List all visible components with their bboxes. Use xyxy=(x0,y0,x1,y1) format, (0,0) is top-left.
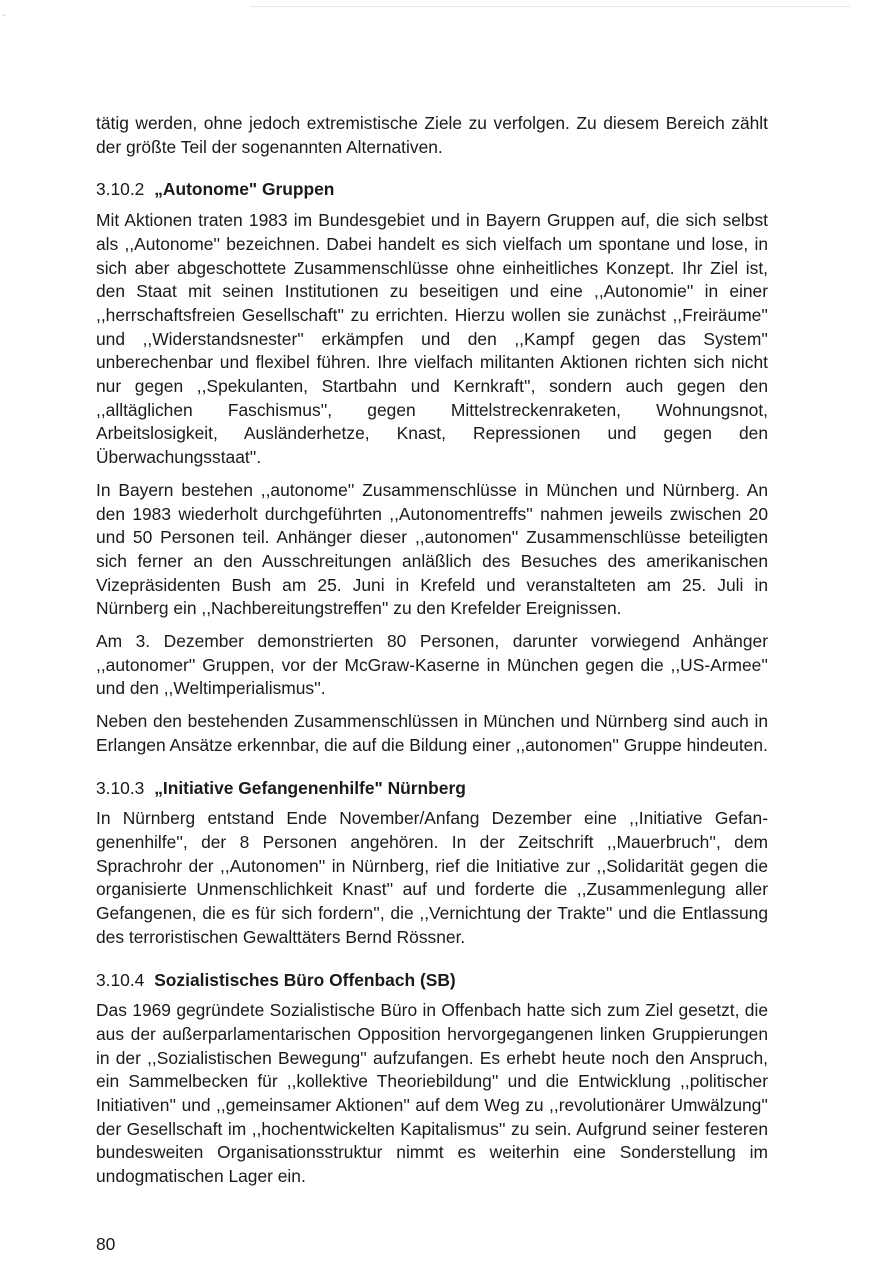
section-heading xyxy=(96,178,768,202)
body-paragraph: Neben den bestehenden Zusammenschlüssen in München und Nürnberg sind auch in Erlangen Ansätze erkennbar, die auf die Bildung einer ,,autonomen'' Gruppe hindeuten. xyxy=(96,711,768,755)
page-number: 80 xyxy=(96,1234,116,1254)
body-paragraph: Mit Aktionen traten 1983 im Bundesgebiet und in Bayern Gruppen auf, die sich selbst als ,,Autonome'' bezeichnen. Dabei handelt es sich vielfach um spontane und lose, in sich aber abgeschottete Zusammenschlüsse ohne einheitliches Konzept. Ihr Ziel ist, den Staat mit seinen Institutionen zu beseitigen und eine ,,Autonomie'' in einer ,,herrschaftsfreien Gesellschaft'' zu errichten. Hierzu wollen sie zunächst ,,Freiräume'' und ,,Widerstandsnester'' erkämpfen und den ,,Kampf gegen das System'' unberechenbar und flexibel führen. Ihre vielfach militanten Aktionen richten sich nicht nur gegen ,,Spekulanten, Startbahn und Kernkraft'', sondern auch gegen den ,,alltäglichen Faschismus'', gegen Mittelstreckenraketen, Wohnungsnot, Arbeitslosigkeit, Ausländerhetze, Knast, Repressionen und gegen den Überwachungsstaat''. xyxy=(96,210,768,468)
body-paragraph: In Bayern bestehen ,,autonome'' Zusammenschlüsse in München und Nürnberg. An den 1983 wiederholt durchgeführten ,,Autonomentreffs'' nahmen jeweils zwischen 20 und 50 Personen teil. Anhänger dieser ,,autonomen'' Zusammenschlüsse beteiligten sich ferner an den Ausschreitungen anläßlich des Besuches des amerikanischen Vizepräsidenten Bush am 25. Juni in Krefeld und veranstalteten am 25. Juli in Nürnberg ein ,,Nachbereitungstreffen'' zu den Krefelder Ereignissen. xyxy=(96,479,768,619)
body-paragraph: Das 1969 gegründete Sozialistische Büro in Offenbach hatte sich zum Ziel gesetzt, die aus der außerparlamentarischen Opposition hervorgegangenen linken Gruppierungen in der ,,Sozialistischen Bewegung'' aufzufangen. Es erhebt heute noch den Anspruch, ein Sammelbecken für ,,kollektive Theoriebildung'' und die Entwicklung ,,politischer Initiativen'' und ,,gemeinsamer Aktionen'' auf dem Weg zu ,,revolutionärer Umwälzung'' der Gesellschaft im ,,hochentwickelten Kapitalismus'' zu sein. Aufgrund seiner festeren bundesweiten Organisationsstruktur nimmt es weiterhin eine Sonderstellung im undogmatischen Lager ein. xyxy=(96,1000,768,1187)
section-3-10-2 xyxy=(96,178,768,757)
body-paragraph: Am 3. Dezember demonstrierten 80 Personen, darunter vorwiegend Anhänger ,,autonomer'' Gruppen, vor der McGraw-Kaserne in München gegen die ,,US-Armee'' und den ,,Weltimperialismus''. xyxy=(96,631,768,699)
section-number: 3.10.3 xyxy=(96,777,145,798)
scan-corner-mark: ˇ xyxy=(2,14,6,25)
section-3-10-3 xyxy=(96,777,768,950)
section-title: „Initiative Gefangenenhilfe" Nürnberg xyxy=(154,777,466,798)
section-heading xyxy=(96,969,768,993)
intro-paragraph: tätig werden, ohne jedoch extremistische Ziele zu verfolgen. Zu diesem Bereich zählt der größte Teil der sogenannten Alternativen. xyxy=(96,113,768,157)
section-number: 3.10.2 xyxy=(96,179,145,200)
section-title: Sozialistisches Büro Offenbach (SB) xyxy=(154,969,456,990)
section-title: „Autonome" Gruppen xyxy=(154,179,335,200)
scan-top-edge xyxy=(250,6,850,7)
document-page xyxy=(96,112,768,1198)
section-3-10-4 xyxy=(96,969,768,1189)
body-paragraph: In Nürnberg entstand Ende November/Anfang Dezember eine ,,Initiative Gefangenenhilfe'', der 8 Personen angehören. In der Zeitschrift ,,Mauerbruch'', dem Sprachrohr der ,,Autonomen'' in Nürnberg, rief die Initiative zur ,,Solidarität gegen die organisierte Unmenschlichkeit Knast'' auf und forderte die ,,Zusammenlegung aller Gefangenen, die es für sich fordern'', die ,,Vernichtung der Trakte'' und die Entlassung des terroristischen Gewalttäters Bernd Rössner. xyxy=(96,808,768,947)
section-heading xyxy=(96,777,768,801)
section-number: 3.10.4 xyxy=(96,969,145,990)
